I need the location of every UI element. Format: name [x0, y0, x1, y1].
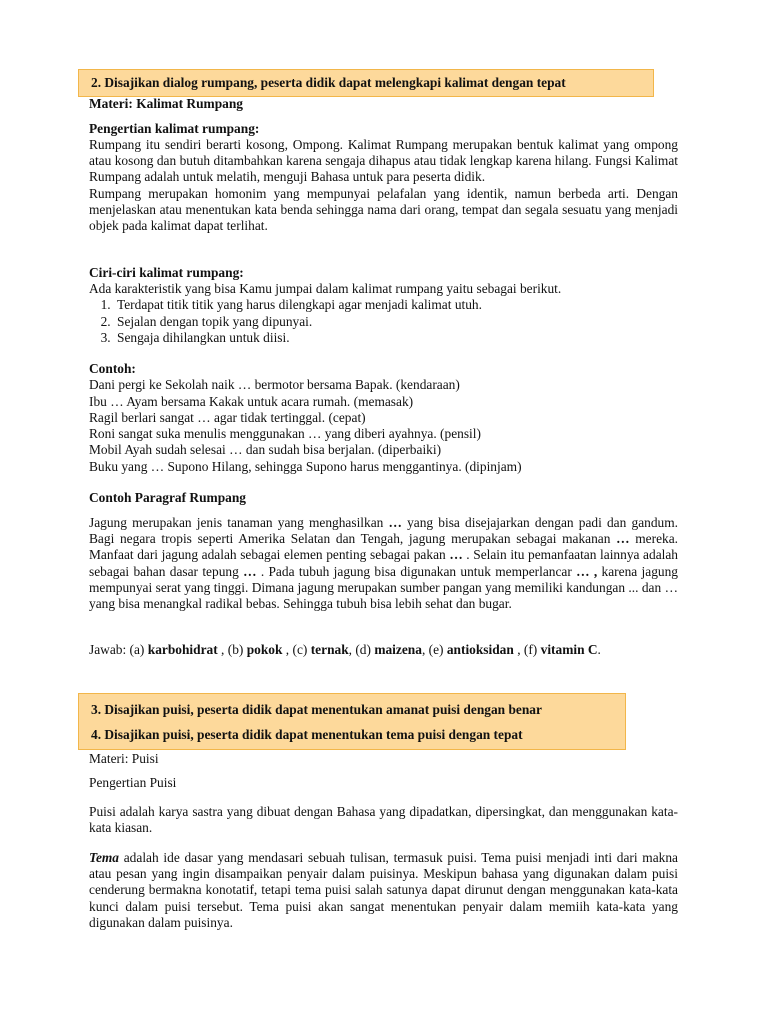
answer-end: .	[597, 642, 601, 657]
answer-f: vitamin C	[540, 642, 598, 657]
materi-puisi: Materi: Puisi	[89, 751, 159, 766]
answer-b: pokok	[246, 642, 283, 657]
answer-d: maizena	[374, 642, 422, 657]
blank-b: …	[616, 531, 630, 547]
paragraf-text: . Selain itu pemanfaatan lainnya adalah sebagai bahan dasar tepung	[89, 547, 678, 579]
answer-e: antioksidan	[446, 642, 514, 657]
answer-label: , (e)	[421, 642, 447, 657]
blank-d: …	[243, 563, 257, 579]
answer-label: , (f)	[513, 642, 541, 657]
list-item: 2. Sejalan dengan topik yang dipunyai.	[114, 314, 678, 330]
paragraf-text: Jagung merupakan jenis tanaman yang menghasilkan	[89, 515, 389, 530]
tema-definition	[89, 850, 678, 931]
materi-kalimat-rumpang: Materi: Kalimat Rumpang	[89, 96, 243, 111]
answer-label: , (b)	[217, 642, 247, 657]
blank-e: … ,	[576, 563, 598, 579]
section-header-3-4	[78, 693, 626, 750]
ciri-list	[89, 297, 678, 346]
list-item: Roni sangat suka menulis menggunakan … yang diberi ayahnya. (pensil)	[89, 426, 481, 442]
paragraf-rumpang-title: Contoh Paragraf Rumpang	[89, 490, 246, 505]
header-line-3: 3. Disajikan puisi, peserta didik dapat menentukan amanat puisi dengan benar	[91, 702, 542, 717]
pengertian-kalimat-rumpang-title: Pengertian kalimat rumpang:	[89, 121, 260, 136]
pengertian-block	[89, 137, 678, 234]
paragraf-text: mereka. Manfaat dari jagung adalah sebagai elemen penting sebagai pakan	[89, 531, 678, 563]
jawab-label: Jawab: (a)	[89, 642, 148, 657]
answer-label: , (c)	[282, 642, 311, 657]
list-item: Buku yang … Supono Hilang, sehingga Supono harus menggantinya. (dipinjam)	[89, 458, 522, 474]
list-item: 1. Terdapat titik titik yang harus dilengkapi agar menjadi kalimat utuh.	[114, 297, 678, 313]
ciri-title: Ciri-ciri kalimat rumpang:	[89, 265, 244, 280]
pengertian-paragraph-1: Rumpang itu sendiri berarti kosong, Ompong. Kalimat Rumpang merupakan bentuk kalimat yang ompong atau kosong dan butuh ditambahkan karena sengaja dihapus atau tidak lengkap karena hilang. Fungsi Kalimat Rumpang adalah untuk melatih, menguji Bahasa untuk para peserta didik.	[89, 137, 678, 185]
blank-c: …	[449, 547, 463, 563]
tema-word: Tema	[89, 850, 120, 865]
contoh-title: Contoh:	[89, 361, 136, 376]
paragraf-text: karena jagung mempunyai serat yang tinggi. Dimana jagung merupakan sumber pangan yang memiliki kandungan ... dan … yang bisa menangkal radikal bebas. Sehingga tubuh bisa lebih sehat dan bugar.	[89, 563, 678, 612]
ciri-block	[89, 265, 678, 346]
paragraf-text: . Pada tubuh jagung bisa digunakan untuk memperlancar	[256, 563, 577, 579]
list-item: 3. Sengaja dihilangkan untuk diisi.	[114, 330, 678, 346]
list-item: Dani pergi ke Sekolah naik … bermotor bersama Bapak. (kendaraan)	[89, 377, 460, 393]
answer-c: ternak	[310, 642, 349, 657]
paragraf-text: yang bisa disejajarkan dengan padi dan gandum. Bagi negara tropis seperti Amerika Selatan dan Tengah, jagung merupakan sebagai makanan	[89, 515, 678, 547]
puisi-definition: Puisi adalah karya sastra yang dibuat dengan Bahasa yang dipadatkan, dipersingkat, dan menggunakan kata-kata kiasan.	[89, 804, 678, 836]
pengertian-paragraph-2: Rumpang merupakan homonim yang mempunyai pelafalan yang identik, namun berbeda arti. Dengan menjelaskan atau menentukan kata benda sehingga nama dari orang, tempat dan segala sesuatu yang menjadi objek pada kalimat dapat terlihat.	[89, 185, 678, 234]
jawab-line	[89, 642, 678, 658]
contoh-block	[89, 361, 678, 475]
list-item: Mobil Ayah sudah selesai … dan sudah bisa berjalan. (diperbaiki)	[89, 442, 442, 458]
answer-a: karbohidrat	[147, 642, 218, 657]
header-line-4: 4. Disajikan puisi, peserta didik dapat menentukan tema puisi dengan tepat	[91, 727, 523, 742]
pengertian-puisi-title: Pengertian Puisi	[89, 775, 177, 790]
list-item: Ibu … Ayam bersama Kakak untuk acara rumah. (memasak)	[89, 393, 414, 409]
section-header-2: 2. Disajikan dialog rumpang, peserta didik dapat melengkapi kalimat dengan tepat	[78, 69, 654, 97]
list-item: Ragil berlari sangat … agar tidak tertinggal. (cepat)	[89, 409, 366, 425]
tema-text: adalah ide dasar yang mendasari sebuah tulisan, termasuk puisi. Tema puisi menjadi inti dari makna atau pesan yang ingin disampaikan penyair dalam puisinya. Meskipun bahasa yang digunakan dalam puisi cenderung bermakna konotatif, tetapi tema puisi salah satunya dapat dirunut dengan menggunakan kata-kata kunci dalam puisi tersebut. Tema puisi akan sangat menentukan penyair dalam memiih kata-kata yang digunakan dalam puisinya.	[89, 850, 678, 930]
paragraf-rumpang	[89, 515, 678, 612]
blank-a: …	[388, 515, 402, 530]
answer-label: , (d)	[348, 642, 375, 657]
ciri-intro: Ada karakteristik yang bisa Kamu jumpai dalam kalimat rumpang yaitu sebagai berikut.	[89, 281, 562, 297]
